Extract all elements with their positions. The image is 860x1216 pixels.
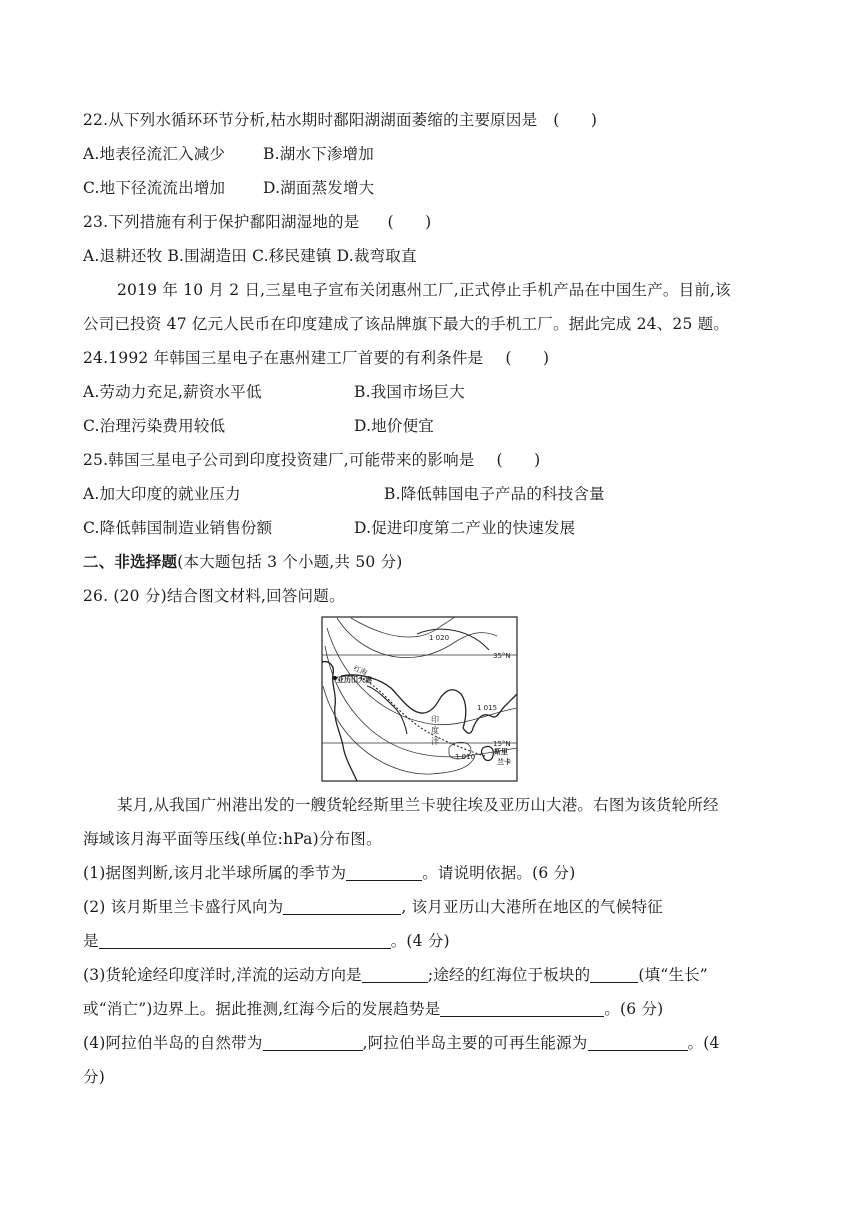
q24-option-c: C.治理污染费用较低 [83, 417, 226, 435]
q26-sub2-cont [83, 931, 450, 951]
q26-sub3-fill: (填“生长” [638, 966, 708, 984]
q23-stem [83, 212, 431, 232]
q26-sub4-text: (4)阿拉伯半岛的自然带为 [83, 1034, 263, 1052]
q24-options-row2 [83, 416, 435, 436]
q25-answer-paren: ( ) [496, 451, 541, 469]
q22-stem [83, 110, 597, 130]
indian-ocean-label-2: 度 [431, 726, 439, 735]
q26-sub3-tail: 。(6 分) [604, 1000, 664, 1018]
sri-lanka-label-1: 斯里 [494, 748, 508, 756]
q26-sub3-mid: ;途经的红海位于板块的 [427, 966, 591, 984]
q26-sub3-text2: 或“消亡”)边界上。据此推测,红海今后的发展趋势是 [83, 1000, 441, 1018]
q23-stem-text: 23.下列措施有利于保护鄱阳湖湿地的是 [83, 213, 360, 231]
isobar-label-1020: 1 020 [429, 634, 450, 642]
q22-option-c: C.地下径流流出增加 [83, 179, 226, 197]
material-line-2: 公司已投资 47 亿元人民币在印度建成了该品牌旗下最大的手机工厂。据此完成 24、25 题。 [83, 315, 730, 333]
q26-sub4-score: 。(4 [687, 1034, 720, 1052]
q24-answer-paren: ( ) [505, 349, 550, 367]
lat-label-35n: 35°N [493, 652, 511, 660]
q26-sub2-blank-wind[interactable] [283, 898, 401, 915]
isobar-label-1015: 1 015 [477, 704, 498, 712]
q22-stem-text: 22.从下列水循环环节分析,枯水期时鄱阳湖湖面萎缩的主要原因是 [83, 111, 538, 129]
q26-sub1-text: (1)据图判断,该月北半球所属的季节为 [83, 864, 347, 882]
alexandria-label: 亚历山大港 [337, 676, 372, 684]
q22-option-a: A.地表径流汇入减少 [83, 145, 226, 163]
q26-sub2-text: (2) 该月斯里兰卡盛行风向为 [83, 898, 284, 916]
q26-sub2-mid: , 该月亚历山大港所在地区的气候特征 [401, 898, 663, 916]
q26-sub1 [83, 863, 575, 883]
q25-option-c: C.降低韩国制造业销售份额 [83, 519, 273, 537]
q25-options-row1 [83, 484, 605, 504]
q25-options-row2 [83, 518, 576, 538]
q22-answer-paren: ( ) [553, 111, 598, 129]
q26-sub4-mid: ,阿拉伯半岛主要的可再生能源为 [362, 1034, 588, 1052]
isobar-label-1010: 1 010 [455, 753, 476, 761]
material-line-1: 2019 年 10 月 2 日,三星电子宣布关闭惠州工厂,正式停止手机产品在中国生产。目前,该 [117, 281, 731, 299]
section2-title: 二、非选择题 [83, 552, 178, 571]
q26-sub1-tail: 。请说明依据。(6 分) [422, 864, 576, 882]
q22-option-b: B.湖水下渗增加 [263, 145, 374, 163]
q26-sub1-blank[interactable] [346, 864, 422, 881]
isobar-map [321, 616, 518, 782]
q25-option-a: A.加大印度的就业压力 [83, 485, 241, 503]
lat-label-15n: 15°N [493, 740, 511, 748]
q26-sub4-blank-zone[interactable] [263, 1034, 363, 1051]
indian-ocean-label-3: 洋 [431, 737, 439, 746]
section2-note: (本大题包括 3 个小题,共 50 分) [177, 553, 403, 571]
q25-stem-text: 25.韩国三星电子公司到印度投资建厂,可能带来的影响是 [83, 451, 475, 469]
q24-option-b: B.我国市场巨大 [354, 383, 465, 401]
q26-sub4-blank-energy[interactable] [588, 1034, 688, 1051]
q24-option-a: A.劳动力充足,薪资水平低 [83, 383, 262, 401]
q26-sub3-blank-trend[interactable] [440, 1000, 604, 1017]
map-frame [322, 617, 517, 781]
q26-sub3-cont [83, 999, 663, 1019]
q26-sub3-text: (3)货轮途经印度洋时,洋流的运动方向是 [83, 966, 362, 984]
section2-heading [83, 552, 403, 572]
q24-option-d: D.地价便宜 [354, 417, 435, 435]
q23-options: A.退耕还牧 B.围湖造田 C.移民建镇 D.裁弯取直 [83, 247, 417, 265]
sri-lanka-label-2: 兰卡 [497, 758, 511, 766]
q26-sub3 [83, 965, 708, 985]
q22-options-row2 [83, 178, 375, 198]
q25-option-b: B.降低韩国电子产品的科技含量 [384, 485, 605, 503]
q24-stem [83, 348, 549, 368]
q26-sub3-blank-current[interactable] [362, 966, 428, 983]
q26-sub2 [83, 897, 663, 917]
q25-option-d: D.促进印度第二产业的快速发展 [354, 519, 576, 537]
q24-options-row1 [83, 382, 465, 402]
q25-stem [83, 450, 540, 470]
red-sea-label: 红海 [352, 664, 369, 678]
q24-stem-text: 24.1992 年韩国三星电子在惠州建工厂首要的有利条件是 [83, 349, 484, 367]
indian-ocean-label-1: 印 [431, 715, 439, 724]
q26-sub4 [83, 1033, 720, 1053]
q26-sub3-blank-boundary[interactable] [590, 966, 638, 983]
q22-options-row1 [83, 144, 374, 164]
isobar-map-figure [321, 616, 518, 782]
q26-sub2-shi: 是 [83, 932, 99, 950]
q26-sub2-blank-climate[interactable] [99, 932, 391, 949]
q26-intro-line-1: 某月,从我国广州港出发的一艘货轮经斯里兰卡驶往埃及亚历山大港。右图为该货轮所经 [117, 796, 719, 814]
q22-option-d: D.湖面蒸发增大 [263, 179, 375, 197]
q26-intro-line-2: 海域该月海平面等压线(单位:hPa)分布图。 [83, 830, 382, 848]
q26-stem: 26. (20 分)结合图文材料,回答问题。 [83, 587, 345, 605]
q26-sub2-tail: 。(4 分) [390, 932, 450, 950]
q23-answer-paren: ( ) [387, 213, 432, 231]
q26-sub4-cont: 分) [83, 1068, 105, 1086]
